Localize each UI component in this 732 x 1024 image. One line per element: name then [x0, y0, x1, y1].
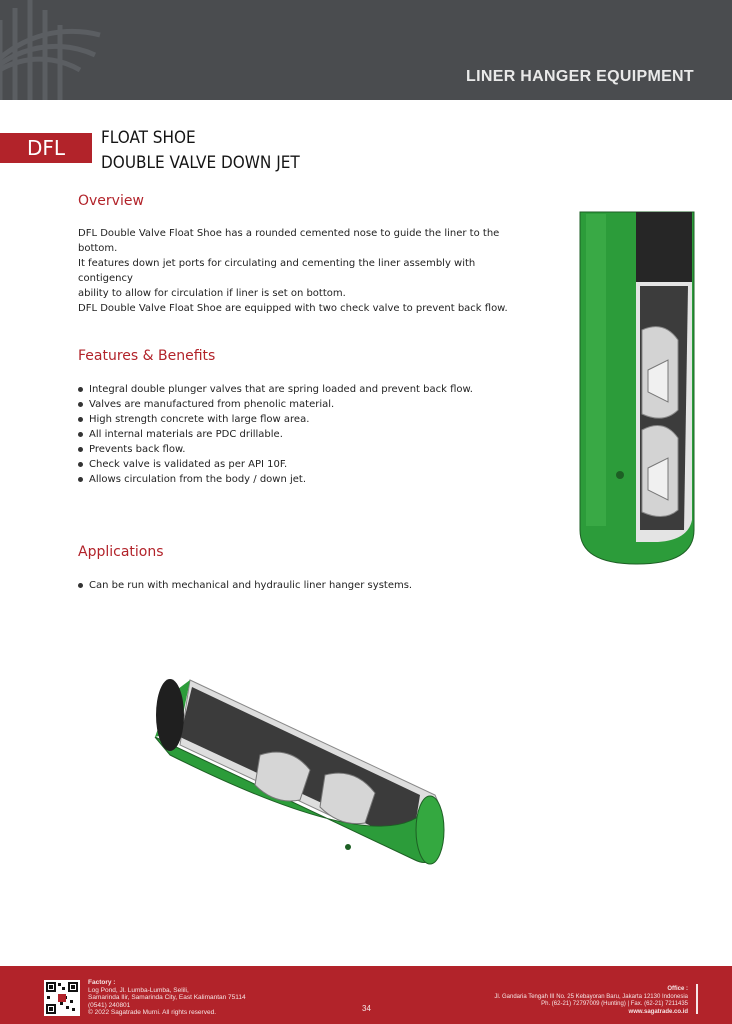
factory-line: Log Pond, Jl. Lumba-Lumba, Selili,	[88, 986, 189, 994]
office-label: Office :	[667, 986, 688, 992]
website-link[interactable]: www.sagatrade.co.id	[628, 1008, 688, 1015]
office-line: Jl. Gandaria Tengah III No. 25 Kebayoran Baru, Jakarta 12130 Indonesia	[494, 993, 688, 1000]
applications-list	[78, 578, 412, 593]
applications-heading: Applications	[78, 544, 164, 560]
list-item: Valves are manufactured from phenolic material.	[78, 397, 473, 412]
stylized-tree-logo-icon	[0, 0, 110, 100]
page-number: 34	[362, 1004, 371, 1013]
features-heading: Features & Benefits	[78, 348, 216, 364]
list-item: All internal materials are PDC drillable.	[78, 427, 473, 442]
list-item: High strength concrete with large flow area.	[78, 412, 473, 427]
product-title-line2: DOUBLE VALVE DOWN JET	[101, 153, 300, 173]
product-title-line1: FLOAT SHOE	[101, 128, 196, 148]
product-code-badge: DFL	[0, 133, 92, 163]
overview-text	[78, 226, 528, 316]
qr-code-icon	[44, 980, 80, 1016]
list-item: Integral double plunger valves that are spring loaded and prevent back flow.	[78, 382, 473, 397]
factory-label: Factory :	[88, 979, 116, 986]
header-band	[0, 0, 732, 100]
office-line: Ph. (62-21) 72797009 (Hunting) | Fax. (62-21) 7211435	[541, 1001, 688, 1007]
office-address	[494, 986, 688, 1016]
overview-line: DFL Double Valve Float Shoe has a rounded cemented nose to guide the liner to the bottom.	[78, 228, 500, 254]
list-item: Prevents back flow.	[78, 442, 473, 457]
float-shoe-cutaway-illustration	[578, 210, 696, 565]
overview-heading: Overview	[78, 193, 144, 209]
footer-divider	[696, 984, 698, 1014]
list-item: Check valve is validated as per API 10F.	[78, 457, 473, 472]
overview-line: It features down jet ports for circulating and cementing the liner assembly with contigency	[78, 258, 476, 284]
list-item: Can be run with mechanical and hydraulic liner hanger systems.	[78, 578, 412, 593]
factory-line: Samarinda Ilir, Samarinda City, East Kalimantan 75114	[88, 994, 246, 1001]
product-title	[101, 126, 300, 176]
list-item: Allows circulation from the body / down jet.	[78, 472, 473, 487]
factory-line: (0541) 240801	[88, 1001, 131, 1009]
copyright: © 2022 Sagatrade Murni. All rights reserved.	[88, 1009, 216, 1016]
factory-address	[88, 979, 246, 1017]
float-shoe-angled-illustration	[150, 675, 450, 890]
features-list	[78, 382, 473, 487]
overview-line: DFL Double Valve Float Shoe are equipped with two check valve to prevent back flow.	[78, 303, 508, 314]
section-title: LINER HANGER EQUIPMENT	[466, 68, 694, 85]
overview-line: ability to allow for circulation if liner is set on bottom.	[78, 288, 346, 299]
